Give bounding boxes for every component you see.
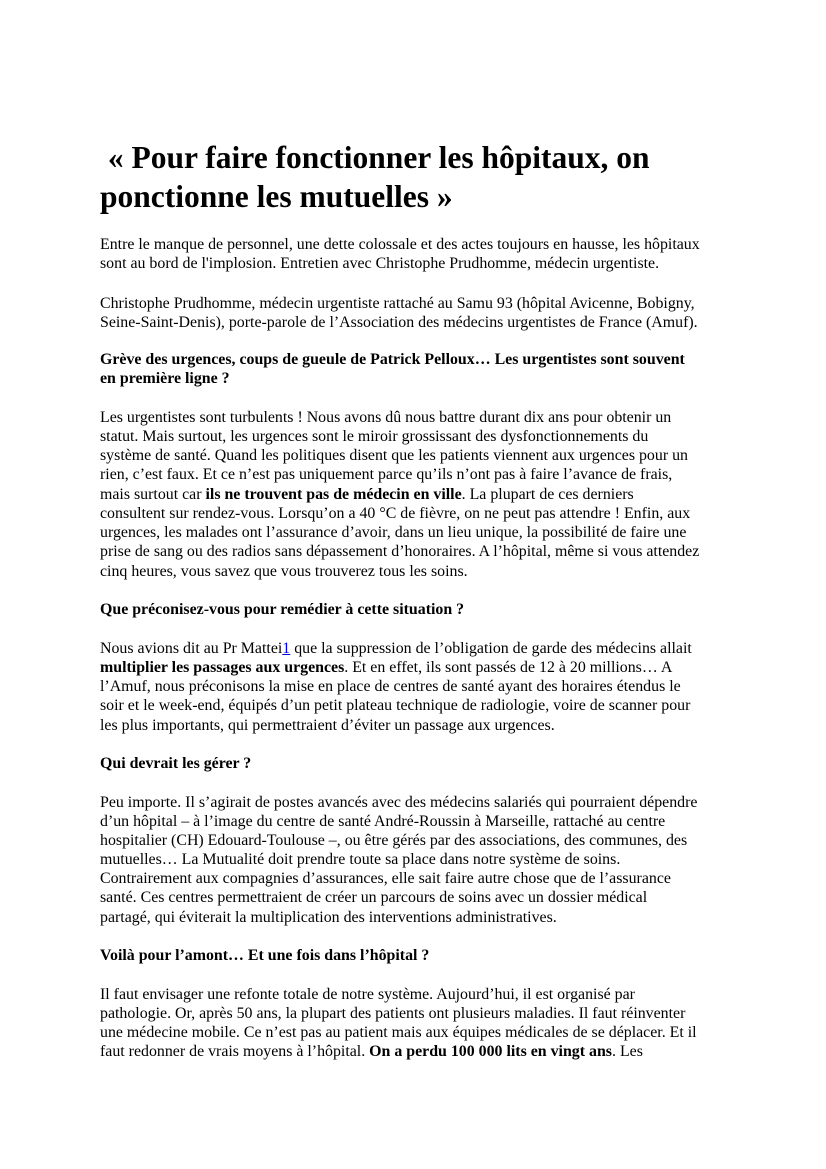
footnote-link[interactable]: 1	[282, 640, 291, 657]
answer-4-line: Il faut envisager une refonte totale de notre système. Aujourd’hui, il est organisé par	[100, 986, 635, 1003]
question-4: Voilà pour l’amont… Et une fois dans l’hôpital ?	[100, 947, 430, 964]
answer-1-line: consultent sur rendez-vous. Lorsqu’on a 40 °C de fièvre, on ne peut pas attendre ! Enfin, aux	[100, 505, 691, 522]
answer-1-line: statut. Mais surtout, les urgences sont le miroir grossissant des dysfonctionnements du	[100, 428, 649, 445]
text-run: faut redonner de vrais moyens à l’hôpital.	[100, 1043, 370, 1060]
answer-1-line: cinq heures, vous savez que vous trouverez tous les soins.	[100, 563, 468, 580]
article-title	[100, 138, 760, 216]
question-3: Qui devrait les gérer ?	[100, 755, 252, 772]
text-run: . Les	[612, 1043, 643, 1060]
answer-3-line: Contrairement aux compagnies d’assurances, elle sait faire autre chose que de l’assurance	[100, 870, 671, 887]
question-2: Que préconisez-vous pour remédier à cette situation ?	[100, 601, 465, 618]
bio-line: Christophe Prudhomme, médecin urgentiste rattaché au Samu 93 (hôpital Avicenne, Bobigny,	[100, 295, 695, 312]
text-run: que la suppression de l’obligation de garde des médecins allait	[290, 640, 692, 657]
answer-4-line: une médecine mobile. Ce n’est pas au patient mais aux équipes médicales de se déplacer. Et il	[100, 1024, 697, 1041]
answer-3-line: santé. Ces centres permettraient de créer un parcours de soins avec un dossier médical	[100, 889, 648, 906]
answer-2-line: soir et le week-end, équipés d’un petit plateau technique de radiologie, voire de scanner pour	[100, 697, 691, 714]
answer-3-line: partagé, qui éviterait la multiplication des interventions administratives.	[100, 909, 557, 926]
text-run: mais surtout car	[100, 486, 206, 503]
intro-line: Entre le manque de personnel, une dette colossale et des actes toujours en hausse, les hôpitaux	[100, 236, 700, 253]
intro-line: sont au bord de l'implosion. Entretien avec Christophe Prudhomme, médecin urgentiste.	[100, 255, 660, 272]
question-1-line: Grève des urgences, coups de gueule de Patrick Pelloux… Les urgentistes sont souvent	[100, 351, 685, 368]
answer-2-line	[100, 639, 692, 658]
answer-3-line: mutuelles… La Mutualité doit prendre toute sa place dans notre système de soins.	[100, 851, 621, 868]
answer-1-line: Les urgentistes sont turbulents ! Nous avons dû nous battre durant dix ans pour obtenir un	[100, 409, 672, 426]
answer-4-line: pathologie. Or, après 50 ans, la plupart des patients ont plusieurs maladies. Il faut réinventer	[100, 1005, 686, 1022]
answer-1-line: prise de sang ou des radios sans dépassement d’honoraires. A l’hôpital, même si vous attendez	[100, 543, 700, 560]
emphasis-text: On a perdu 100 000 lits en vingt ans	[369, 1043, 612, 1060]
answer-4-line	[100, 1042, 643, 1061]
answer-3-line: hospitalier (CH) Edouard-Toulouse –, ou être gérés par des associations, des communes, des	[100, 832, 688, 849]
answer-1-line: système de santé. Quand les politiques disent que les patients viennent aux urgences pour un	[100, 447, 688, 464]
answer-1-line	[100, 485, 634, 504]
answer-1-line: rien, c’est faux. Et ce n’est pas uniquement parce qu’ils n’ont pas à faire l’avance de frais,	[100, 466, 673, 483]
title-line: ponctionne les mutuelles »	[100, 179, 453, 214]
answer-2-line	[100, 658, 672, 677]
emphasis-text: multiplier les passages aux urgences	[100, 659, 345, 676]
text-run: . La plupart de ces derniers	[461, 486, 634, 503]
emphasis-text: ils ne trouvent pas de médecin en ville	[205, 486, 462, 503]
answer-3-line: Peu importe. Il s’agirait de postes avancés avec des médecins salariés qui pourraient dépendre	[100, 794, 698, 811]
text-run: Nous avions dit au Pr Mattei	[100, 640, 283, 657]
answer-2-line: l’Amuf, nous préconisons la mise en place de centres de santé ayant des horaires étendus le	[100, 678, 681, 695]
answer-1-line: urgences, les malades ont l’assurance d’avoir, dans un lieu unique, la possibilité de faire une	[100, 524, 687, 541]
text-run: . Et en effet, ils sont passés de 12 à 20 millions… A	[344, 659, 673, 676]
question-1-line: en première ligne ?	[100, 370, 230, 387]
title-line: « Pour faire fonctionner les hôpitaux, on	[100, 140, 650, 175]
answer-3-line: d’un hôpital – à l’image du centre de santé André-Roussin à Marseille, rattaché au centre	[100, 813, 666, 830]
answer-2-line: les plus importants, qui permettraient d’éviter un passage aux urgences.	[100, 717, 555, 734]
bio-line: Seine-Saint-Denis), porte-parole de l’Association des médecins urgentistes de France (Amuf).	[100, 314, 698, 331]
